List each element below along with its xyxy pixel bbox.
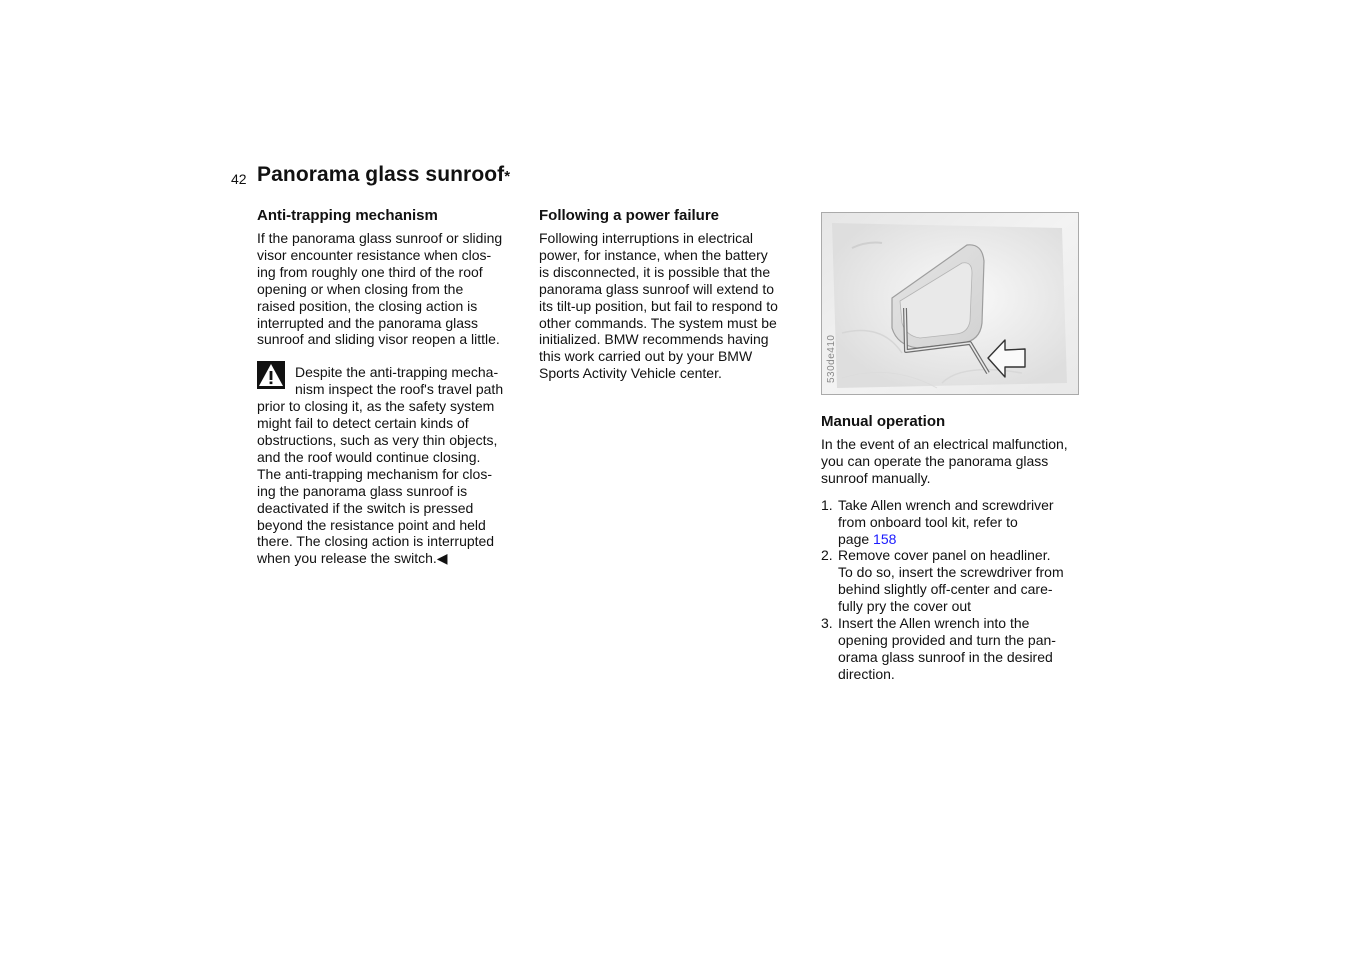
column-power-failure	[539, 207, 811, 382]
text-line: is disconnected, it is possible that the	[539, 263, 771, 280]
warning-triangle-icon	[257, 361, 287, 391]
sunroof-illustration	[821, 212, 1079, 395]
text-line: ing the panorama glass sunroof is	[257, 482, 468, 499]
text-line: visor encounter resistance when clos-	[257, 246, 492, 263]
manual-operation-heading: Manual operation	[821, 413, 946, 430]
text-line: panorama glass sunroof will extend to	[539, 280, 775, 297]
text-line: sunroof and sliding visor reopen a little.	[257, 331, 500, 348]
text-line: raised position, the closing action is	[257, 297, 478, 314]
text-line: opening or when closing from the	[257, 280, 464, 297]
text-line: direction.	[838, 665, 895, 682]
anti-trapping-heading: Anti-trapping mechanism	[257, 207, 438, 224]
text-line: and the roof would continue closing.	[257, 448, 481, 465]
column-manual-operation	[821, 413, 1096, 683]
column-anti-trapping	[257, 207, 532, 567]
page-title	[257, 163, 510, 187]
text-line: To do so, insert the screwdriver from	[838, 564, 1064, 581]
list-item	[821, 497, 1096, 548]
text-line: opening provided and turn the pan-	[838, 631, 1056, 648]
text-line: If the panorama glass sunroof or sliding	[257, 230, 503, 246]
text-line: power, for instance, when the battery	[539, 246, 768, 263]
power-failure-heading: Following a power failure	[539, 207, 720, 224]
sunroof-drawing	[822, 213, 1078, 394]
text-line: this work carried out by your BMW	[539, 348, 753, 365]
anti-trapping-paragraph	[257, 230, 532, 348]
text-line: there. The closing action is interrupted	[257, 533, 495, 550]
text-line: In the event of an electrical malfunction,	[821, 436, 1068, 452]
text-line: nism inspect the roof's travel path	[295, 381, 504, 398]
text-line: prior to closing it, as the safety system	[257, 398, 495, 415]
text-line: obstructions, such as very thin objects,	[257, 431, 498, 448]
manual-operation-paragraph	[821, 436, 1096, 487]
text-line: The anti-trapping mechanism for clos-	[257, 465, 492, 482]
text-line: behind slightly off-center and care-	[838, 581, 1053, 598]
text-line: other commands. The system must be	[539, 314, 777, 331]
page-ref-prefix: page	[838, 530, 874, 547]
figure-code: 530de410	[826, 334, 837, 383]
page-link-158[interactable]: 158	[873, 530, 897, 547]
text-line: deactivated if the switch is pressed	[257, 499, 474, 516]
text-line: interrupted and the panorama glass	[257, 314, 479, 331]
text-line: beyond the resistance point and held	[257, 516, 486, 533]
page-title-text: Panorama glass sunroof	[257, 163, 505, 186]
list-item	[821, 615, 1096, 683]
text-line: Take Allen wrench and screwdriver	[838, 496, 1054, 513]
text-line: Sports Activity Vehicle center.	[539, 365, 722, 382]
text-line: Insert the Allen wrench into the	[838, 615, 1030, 632]
power-failure-paragraph	[539, 230, 811, 382]
step-number: 2.	[821, 547, 833, 564]
text-line: you can operate the panorama glass	[821, 452, 1049, 469]
page-number: 42	[231, 171, 247, 187]
text-line: initialized. BMW recommends having	[539, 331, 769, 348]
text-line: sunroof manually.	[821, 469, 931, 486]
text-line: ing from roughly one third of the roof	[257, 263, 483, 280]
text-line: Remove cover panel on headliner.	[838, 547, 1051, 564]
text-line: Despite the anti-trapping mecha-	[295, 364, 499, 381]
text-line: fully pry the cover out	[838, 598, 972, 615]
list-item	[821, 547, 1096, 615]
optional-equipment-star: *	[504, 168, 511, 185]
step-number: 3.	[821, 615, 833, 632]
warning-note	[257, 364, 532, 567]
text-line: might fail to detect certain kinds of	[257, 415, 469, 432]
text-line: when you release the switch.◀	[257, 550, 448, 567]
text-line: from onboard tool kit, refer to	[838, 513, 1018, 530]
page-reference	[838, 531, 1096, 548]
text-line: orama glass sunroof in the desired	[838, 648, 1053, 665]
text-line: Following interruptions in electrical	[539, 230, 753, 246]
step-number: 1.	[821, 496, 833, 513]
text-line: its tilt-up position, but fail to respond to	[539, 297, 778, 314]
manual-steps-list	[821, 497, 1096, 683]
